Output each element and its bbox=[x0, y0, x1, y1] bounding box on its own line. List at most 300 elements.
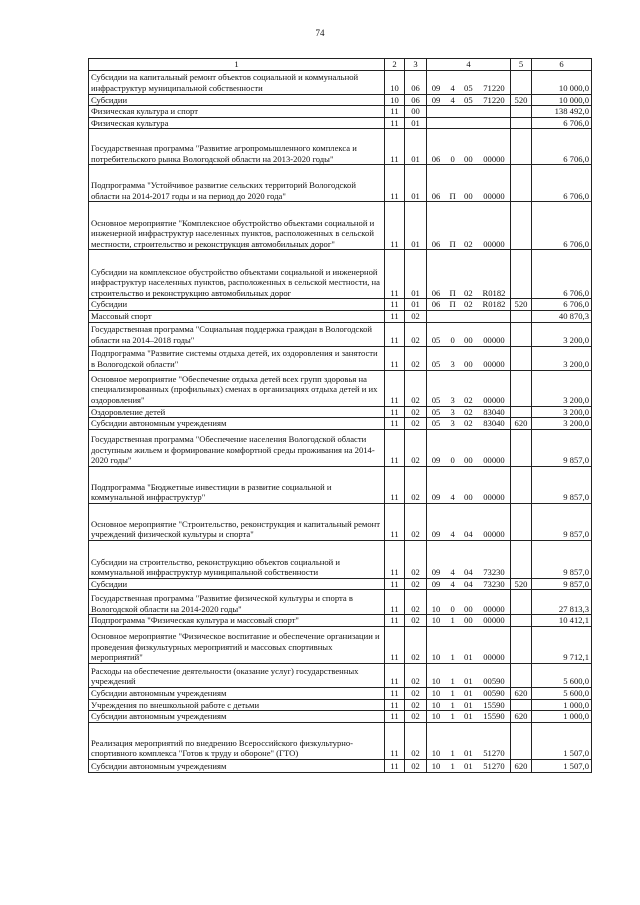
column-header: 6 bbox=[532, 59, 592, 71]
code-part: 00000 bbox=[483, 615, 505, 626]
amount-cell: 6 706,0 bbox=[532, 129, 592, 165]
code-part: 1 bbox=[450, 687, 455, 698]
amount-cell: 3 200,0 bbox=[532, 346, 592, 370]
code-part: 05 bbox=[431, 406, 441, 417]
expense-type-cell bbox=[511, 429, 532, 466]
code-part: 1 bbox=[450, 711, 455, 722]
expense-type-cell: 620 bbox=[511, 759, 532, 772]
expense-type-cell bbox=[511, 370, 532, 406]
code-part: 05 bbox=[431, 334, 441, 345]
subsection-cell: 02 bbox=[405, 663, 427, 687]
subsection-cell: 06 bbox=[405, 94, 427, 106]
code-part: 10 bbox=[431, 699, 441, 710]
amount-cell: 40 870,3 bbox=[532, 310, 592, 322]
code-part: 00000 bbox=[483, 529, 505, 540]
expense-type-cell bbox=[511, 106, 532, 118]
subsection-cell: 01 bbox=[405, 129, 427, 165]
subsection-cell: 01 bbox=[405, 202, 427, 250]
section-cell: 11 bbox=[385, 503, 405, 540]
code-part: 02 bbox=[464, 406, 473, 417]
code-part: 71220 bbox=[483, 94, 505, 105]
table-row bbox=[89, 429, 592, 466]
expense-type-cell bbox=[511, 202, 532, 250]
subsection-cell: 00 bbox=[405, 106, 427, 118]
table-row bbox=[89, 418, 592, 430]
expense-type-cell: 620 bbox=[511, 711, 532, 723]
target-code-cell bbox=[427, 687, 511, 699]
subsection-cell: 02 bbox=[405, 322, 427, 346]
code-part: 1 bbox=[450, 652, 455, 663]
target-code-cell bbox=[427, 94, 511, 106]
section-cell: 11 bbox=[385, 590, 405, 615]
subsection-cell: 02 bbox=[405, 418, 427, 430]
subsection-cell: 02 bbox=[405, 370, 427, 406]
expense-type-cell: 620 bbox=[511, 418, 532, 430]
target-code-cell bbox=[427, 106, 511, 118]
code-part: 05 bbox=[431, 358, 441, 369]
table-row bbox=[89, 129, 592, 165]
expense-type-cell bbox=[511, 626, 532, 663]
target-code-cell bbox=[427, 578, 511, 590]
target-code-cell bbox=[427, 406, 511, 418]
section-cell: 11 bbox=[385, 418, 405, 430]
code-part: 02 bbox=[464, 418, 473, 429]
section-cell: 11 bbox=[385, 117, 405, 129]
expense-type-cell bbox=[511, 615, 532, 627]
table-row bbox=[89, 310, 592, 322]
expense-type-cell bbox=[511, 117, 532, 129]
target-code-cell bbox=[427, 590, 511, 615]
code-part: 01 bbox=[464, 687, 473, 698]
item-name-cell: Физическая культура и спорт bbox=[89, 106, 385, 118]
code-part: 10 bbox=[431, 652, 441, 663]
code-part: 01 bbox=[464, 652, 473, 663]
subsection-cell: 02 bbox=[405, 346, 427, 370]
expense-type-cell: 520 bbox=[511, 299, 532, 311]
table-row bbox=[89, 70, 592, 94]
code-part: 73230 bbox=[483, 567, 505, 578]
code-part: 02 bbox=[464, 299, 473, 310]
code-part: 4 bbox=[450, 94, 455, 105]
code-part: 10 bbox=[431, 748, 441, 759]
subsection-cell: 02 bbox=[405, 590, 427, 615]
section-cell: 11 bbox=[385, 615, 405, 627]
expense-type-cell bbox=[511, 165, 532, 202]
expense-type-cell: 620 bbox=[511, 687, 532, 699]
expense-type-cell bbox=[511, 466, 532, 503]
section-cell: 11 bbox=[385, 346, 405, 370]
subsection-cell: 02 bbox=[405, 722, 427, 759]
column-header: 4 bbox=[427, 59, 511, 71]
code-part: 15590 bbox=[483, 699, 505, 710]
code-part: 00000 bbox=[483, 190, 505, 201]
code-part: 0 bbox=[450, 603, 455, 614]
section-cell: 11 bbox=[385, 578, 405, 590]
code-part: 05 bbox=[464, 83, 473, 93]
expense-type-cell: 520 bbox=[511, 578, 532, 590]
table-row bbox=[89, 503, 592, 540]
code-part: 04 bbox=[464, 529, 473, 540]
amount-cell: 6 706,0 bbox=[532, 250, 592, 299]
subsection-cell: 02 bbox=[405, 406, 427, 418]
expense-type-cell bbox=[511, 129, 532, 165]
code-part: 4 bbox=[450, 578, 455, 589]
code-part: 09 bbox=[431, 578, 441, 589]
code-part: 1 bbox=[450, 676, 455, 687]
section-cell: 11 bbox=[385, 663, 405, 687]
item-name-cell: Подпрограмма "Физическая культура и массовый спорт" bbox=[89, 615, 385, 627]
code-part: 05 bbox=[431, 394, 441, 405]
code-part: 83040 bbox=[483, 406, 505, 417]
code-part: 09 bbox=[431, 567, 441, 578]
section-cell: 11 bbox=[385, 699, 405, 711]
code-part: 15590 bbox=[483, 711, 505, 722]
code-part: 00590 bbox=[483, 687, 505, 698]
table-row bbox=[89, 626, 592, 663]
page-number: 74 bbox=[315, 28, 325, 38]
column-header: 1 bbox=[89, 59, 385, 71]
code-part: 00590 bbox=[483, 676, 505, 687]
code-part: 1 bbox=[450, 615, 455, 626]
code-part: 06 bbox=[431, 287, 441, 298]
table-row bbox=[89, 94, 592, 106]
code-part: 00000 bbox=[483, 455, 505, 466]
code-part: 73230 bbox=[483, 578, 505, 589]
section-cell: 11 bbox=[385, 406, 405, 418]
table-row bbox=[89, 322, 592, 346]
subsection-cell: 02 bbox=[405, 578, 427, 590]
target-code-cell bbox=[427, 70, 511, 94]
code-part: 4 bbox=[450, 83, 455, 93]
code-part: 0 bbox=[450, 153, 455, 164]
table-row bbox=[89, 590, 592, 615]
table-row bbox=[89, 370, 592, 406]
section-cell: 11 bbox=[385, 540, 405, 578]
table-row bbox=[89, 699, 592, 711]
code-part: 10 bbox=[431, 603, 441, 614]
section-cell: 11 bbox=[385, 466, 405, 503]
code-part: 01 bbox=[464, 748, 473, 759]
section-cell: 11 bbox=[385, 322, 405, 346]
table-row bbox=[89, 466, 592, 503]
item-name-cell: Субсидии bbox=[89, 299, 385, 311]
item-name-cell: Основное мероприятие "Комплексное обустройство объектами социальной и инженерной инфраструктур населенных пунктов, расположенных в сельской местности, строительство и реконструкция автомобильных дорог" bbox=[89, 202, 385, 250]
target-code-cell bbox=[427, 117, 511, 129]
section-cell: 11 bbox=[385, 759, 405, 772]
item-name-cell: Субсидии автономным учреждениям bbox=[89, 759, 385, 772]
column-header: 3 bbox=[405, 59, 427, 71]
code-part: 09 bbox=[431, 492, 441, 503]
amount-cell: 10 412,1 bbox=[532, 615, 592, 627]
table-row bbox=[89, 202, 592, 250]
table-row bbox=[89, 106, 592, 118]
section-cell: 11 bbox=[385, 687, 405, 699]
section-cell: 11 bbox=[385, 722, 405, 759]
subsection-cell: 02 bbox=[405, 540, 427, 578]
code-part: 4 bbox=[450, 492, 455, 503]
subsection-cell: 02 bbox=[405, 711, 427, 723]
item-name-cell: Оздоровление детей bbox=[89, 406, 385, 418]
code-part: 51270 bbox=[483, 761, 505, 772]
code-part: 01 bbox=[464, 711, 473, 722]
amount-cell: 3 200,0 bbox=[532, 370, 592, 406]
item-name-cell: Субсидии на капитальный ремонт объектов социальной и коммунальной инфраструктур муниципальной собственности bbox=[89, 70, 385, 94]
amount-cell: 6 706,0 bbox=[532, 202, 592, 250]
target-code-cell bbox=[427, 466, 511, 503]
item-name-cell: Учреждения по внешкольной работе с детьми bbox=[89, 699, 385, 711]
item-name-cell: Субсидии на комплексное обустройство объектами социальной и инженерной инфраструктур населенных пунктов, расположенных в сельской местности, на строительство и реконструкцию автомобильных дорог bbox=[89, 250, 385, 299]
amount-cell: 5 600,0 bbox=[532, 663, 592, 687]
subsection-cell: 02 bbox=[405, 466, 427, 503]
amount-cell: 9 712,1 bbox=[532, 626, 592, 663]
code-part: 00 bbox=[464, 334, 473, 345]
code-part: 3 bbox=[450, 358, 455, 369]
item-name-cell: Государственная программа "Обеспечение населения Вологодской области доступным жильем и формирование комфортной среды проживания на 2014-2020 годы" bbox=[89, 429, 385, 466]
expense-type-cell bbox=[511, 699, 532, 711]
subsection-cell: 01 bbox=[405, 250, 427, 299]
code-part: 00000 bbox=[483, 238, 505, 249]
expense-type-cell bbox=[511, 590, 532, 615]
table-row bbox=[89, 346, 592, 370]
expense-type-cell bbox=[511, 406, 532, 418]
code-part: 04 bbox=[464, 567, 473, 578]
target-code-cell bbox=[427, 722, 511, 759]
item-name-cell: Реализация мероприятий по внедрению Всероссийского физкультурно-спортивного комплекса "Готов к труду и обороне" (ГТО) bbox=[89, 722, 385, 759]
table-row bbox=[89, 663, 592, 687]
expense-type-cell bbox=[511, 722, 532, 759]
code-part: 00000 bbox=[483, 394, 505, 405]
code-part: 00 bbox=[464, 153, 473, 164]
target-code-cell bbox=[427, 299, 511, 311]
amount-cell: 5 600,0 bbox=[532, 687, 592, 699]
subsection-cell: 02 bbox=[405, 626, 427, 663]
target-code-cell bbox=[427, 250, 511, 299]
subsection-cell: 02 bbox=[405, 503, 427, 540]
table-row bbox=[89, 711, 592, 723]
code-part: 3 bbox=[450, 394, 455, 405]
code-part: 06 bbox=[431, 299, 441, 310]
code-part: R0182 bbox=[482, 299, 506, 310]
item-name-cell: Субсидии bbox=[89, 578, 385, 590]
code-part: 00000 bbox=[483, 492, 505, 503]
target-code-cell bbox=[427, 165, 511, 202]
expense-type-cell bbox=[511, 250, 532, 299]
item-name-cell: Массовый спорт bbox=[89, 310, 385, 322]
item-name-cell: Подпрограмма "Бюджетные инвестиции в развитие социальной и коммунальной инфраструктур" bbox=[89, 466, 385, 503]
table-row bbox=[89, 615, 592, 627]
amount-cell: 9 857,0 bbox=[532, 429, 592, 466]
code-part: 00000 bbox=[483, 652, 505, 663]
amount-cell: 10 000,0 bbox=[532, 94, 592, 106]
code-part: П bbox=[449, 287, 456, 298]
amount-cell: 6 706,0 bbox=[532, 299, 592, 311]
amount-cell: 1 000,0 bbox=[532, 711, 592, 723]
code-part: 10 bbox=[431, 687, 441, 698]
subsection-cell: 02 bbox=[405, 310, 427, 322]
code-part: 1 bbox=[450, 761, 455, 772]
code-part: 4 bbox=[450, 529, 455, 540]
table-row bbox=[89, 299, 592, 311]
code-part: 00 bbox=[464, 492, 473, 503]
code-part: П bbox=[449, 299, 456, 310]
code-part: 00000 bbox=[483, 153, 505, 164]
target-code-cell bbox=[427, 503, 511, 540]
section-cell: 11 bbox=[385, 250, 405, 299]
code-part: 00000 bbox=[483, 603, 505, 614]
table-row bbox=[89, 250, 592, 299]
amount-cell: 9 857,0 bbox=[532, 540, 592, 578]
item-name-cell: Субсидии автономным учреждениям bbox=[89, 418, 385, 430]
code-part: 09 bbox=[431, 83, 441, 93]
subsection-cell: 01 bbox=[405, 117, 427, 129]
section-cell: 11 bbox=[385, 106, 405, 118]
target-code-cell bbox=[427, 129, 511, 165]
code-part: 00 bbox=[464, 190, 473, 201]
code-part: 10 bbox=[431, 761, 441, 772]
subsection-cell: 01 bbox=[405, 299, 427, 311]
table-row bbox=[89, 406, 592, 418]
item-name-cell: Государственная программа "Социальная поддержка граждан в Вологодской области на 2014–2018 годы" bbox=[89, 322, 385, 346]
code-part: 01 bbox=[464, 699, 473, 710]
subsection-cell: 02 bbox=[405, 759, 427, 772]
section-cell: 11 bbox=[385, 626, 405, 663]
code-part: 1 bbox=[450, 699, 455, 710]
code-part: 00 bbox=[464, 455, 473, 466]
code-part: 06 bbox=[431, 190, 441, 201]
target-code-cell bbox=[427, 699, 511, 711]
code-part: R0182 bbox=[482, 287, 506, 298]
section-cell: 10 bbox=[385, 70, 405, 94]
code-part: 01 bbox=[464, 761, 473, 772]
subsection-cell: 02 bbox=[405, 687, 427, 699]
code-part: 06 bbox=[431, 238, 441, 249]
code-part: П bbox=[449, 190, 456, 201]
code-part: 05 bbox=[431, 418, 441, 429]
code-part: 10 bbox=[431, 676, 441, 687]
code-part: 1 bbox=[450, 748, 455, 759]
target-code-cell bbox=[427, 626, 511, 663]
code-part: 05 bbox=[464, 94, 473, 105]
item-name-cell: Основное мероприятие "Физическое воспитание и обеспечение организации и проведения физкультурных мероприятий и массовых спортивных мероприятий" bbox=[89, 626, 385, 663]
item-name-cell: Подпрограмма "Устойчивое развитие сельских территорий Вологодской области на 2014-2017 годы и на период до 2020 года" bbox=[89, 165, 385, 202]
expense-type-cell bbox=[511, 346, 532, 370]
target-code-cell bbox=[427, 711, 511, 723]
item-name-cell: Подпрограмма "Развитие системы отдыха детей, их оздоровления и занятости в Вологодской области" bbox=[89, 346, 385, 370]
expense-type-cell bbox=[511, 70, 532, 94]
code-part: 00000 bbox=[483, 358, 505, 369]
code-part: П bbox=[449, 238, 456, 249]
subsection-cell: 06 bbox=[405, 70, 427, 94]
table-row bbox=[89, 578, 592, 590]
item-name-cell: Физическая культура bbox=[89, 117, 385, 129]
expense-type-cell bbox=[511, 663, 532, 687]
code-part: 3 bbox=[450, 406, 455, 417]
code-part: 06 bbox=[431, 153, 441, 164]
amount-cell: 10 000,0 bbox=[532, 70, 592, 94]
table-row bbox=[89, 722, 592, 759]
section-cell: 11 bbox=[385, 711, 405, 723]
expense-type-cell bbox=[511, 540, 532, 578]
section-cell: 11 bbox=[385, 429, 405, 466]
amount-cell: 9 857,0 bbox=[532, 578, 592, 590]
code-part: 83040 bbox=[483, 418, 505, 429]
amount-cell: 3 200,0 bbox=[532, 406, 592, 418]
table-row bbox=[89, 117, 592, 129]
target-code-cell bbox=[427, 759, 511, 772]
code-part: 0 bbox=[450, 334, 455, 345]
table-row bbox=[89, 687, 592, 699]
table-row bbox=[89, 540, 592, 578]
code-part: 00 bbox=[464, 358, 473, 369]
subsection-cell: 02 bbox=[405, 615, 427, 627]
code-part: 09 bbox=[431, 455, 441, 466]
expense-type-cell bbox=[511, 322, 532, 346]
target-code-cell bbox=[427, 370, 511, 406]
amount-cell: 9 857,0 bbox=[532, 466, 592, 503]
section-cell: 11 bbox=[385, 202, 405, 250]
item-name-cell: Основное мероприятие "Строительство, реконструкция и капитальный ремонт учреждений физической культуры и спорта" bbox=[89, 503, 385, 540]
expense-type-cell bbox=[511, 310, 532, 322]
expense-type-cell bbox=[511, 503, 532, 540]
code-part: 01 bbox=[464, 676, 473, 687]
subsection-cell: 02 bbox=[405, 429, 427, 466]
item-name-cell: Субсидии автономным учреждениям bbox=[89, 711, 385, 723]
target-code-cell bbox=[427, 202, 511, 250]
code-part: 3 bbox=[450, 418, 455, 429]
amount-cell: 138 492,0 bbox=[532, 106, 592, 118]
amount-cell: 3 200,0 bbox=[532, 322, 592, 346]
expense-type-cell: 520 bbox=[511, 94, 532, 106]
code-part: 00 bbox=[464, 603, 473, 614]
column-header: 2 bbox=[385, 59, 405, 71]
code-part: 02 bbox=[464, 287, 473, 298]
target-code-cell bbox=[427, 540, 511, 578]
code-part: 71220 bbox=[483, 83, 505, 93]
section-cell: 11 bbox=[385, 299, 405, 311]
amount-cell: 6 706,0 bbox=[532, 165, 592, 202]
table-row bbox=[89, 759, 592, 772]
amount-cell: 1 507,0 bbox=[532, 722, 592, 759]
code-part: 00000 bbox=[483, 334, 505, 345]
code-part: 04 bbox=[464, 578, 473, 589]
subsection-cell: 01 bbox=[405, 165, 427, 202]
subsection-cell: 02 bbox=[405, 699, 427, 711]
section-cell: 11 bbox=[385, 129, 405, 165]
target-code-cell bbox=[427, 346, 511, 370]
code-part: 4 bbox=[450, 567, 455, 578]
item-name-cell: Государственная программа "Развитие агропромышленного комплекса и потребительского рынка Вологодской области на 2013-2020 годы" bbox=[89, 129, 385, 165]
code-part: 10 bbox=[431, 711, 441, 722]
amount-cell: 9 857,0 bbox=[532, 503, 592, 540]
code-part: 09 bbox=[431, 529, 441, 540]
code-part: 0 bbox=[450, 455, 455, 466]
item-name-cell: Государственная программа "Развитие физической культуры и спорта в Вологодской области на 2014-2020 годы" bbox=[89, 590, 385, 615]
item-name-cell: Субсидии автономным учреждениям bbox=[89, 687, 385, 699]
section-cell: 10 bbox=[385, 94, 405, 106]
code-part: 02 bbox=[464, 394, 473, 405]
code-part: 00 bbox=[464, 615, 473, 626]
section-cell: 11 bbox=[385, 165, 405, 202]
code-part: 02 bbox=[464, 238, 473, 249]
item-name-cell: Основное мероприятие "Обеспечение отдыха детей всех групп здоровья на специализированных (профильных) сменах в организациях отдыха детей и их оздоровления" bbox=[89, 370, 385, 406]
target-code-cell bbox=[427, 429, 511, 466]
amount-cell: 1 507,0 bbox=[532, 759, 592, 772]
target-code-cell bbox=[427, 310, 511, 322]
table-row bbox=[89, 165, 592, 202]
table-header-row bbox=[89, 59, 592, 71]
code-part: 10 bbox=[431, 615, 441, 626]
item-name-cell: Субсидии на строительство, реконструкцию объектов социальной и коммунальной инфраструктур муниципальной собственности bbox=[89, 540, 385, 578]
